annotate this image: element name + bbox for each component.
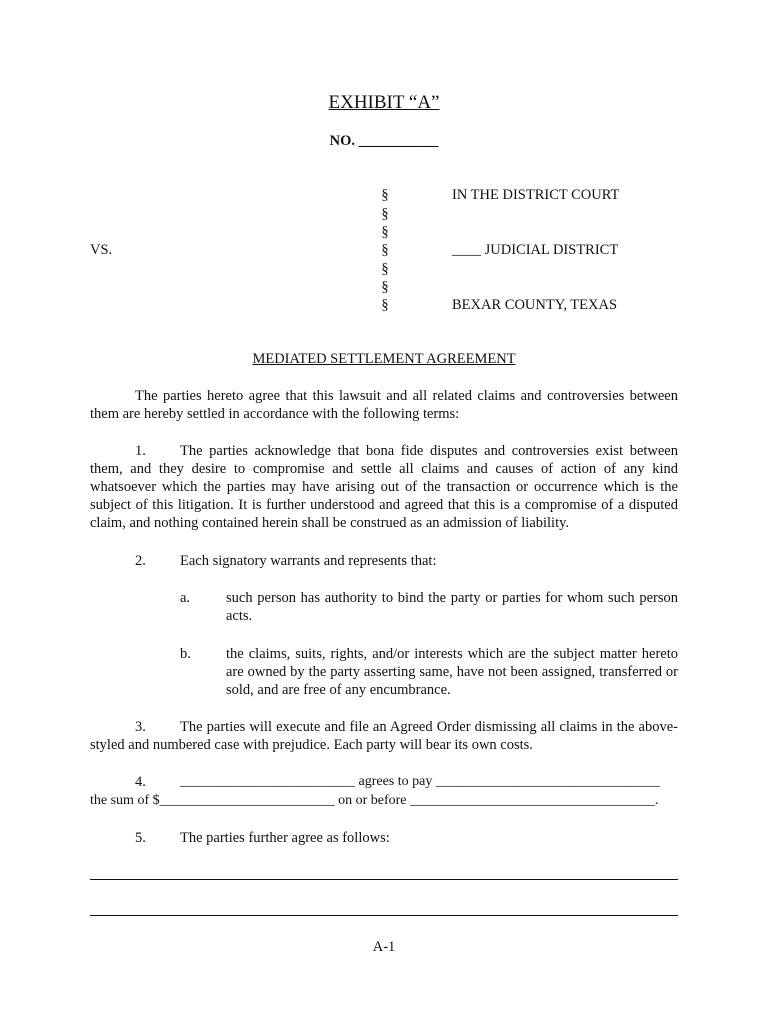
county-label: BEXAR COUNTY, TEXAS	[452, 297, 618, 313]
judicial-district-label: ____ JUDICIAL DISTRICT	[452, 242, 619, 258]
section-symbol: §	[381, 187, 389, 203]
intro-paragraph: The parties hereto agree that this lawsuit and all related claims and controversies between them are hereby settled in accordance with the following terms:	[90, 388, 678, 422]
sub-item-b-text: the claims, suits, rights, and/or interests which are the subject matter hereto are owned by the party asserting same, have not been assigned, transferred or sold, and are free of any encumbrance.	[226, 646, 678, 698]
versus-label: VS.	[90, 242, 113, 258]
paragraph-3-text: The parties will execute and file an Agreed Order dismissing all claims in the above-styled and numbered case with prejudice. Each party will bear its own costs.	[90, 719, 678, 753]
exhibit-title: EXHIBIT “A”	[328, 92, 440, 113]
section-symbol: §	[381, 242, 389, 258]
section-symbol: §	[381, 261, 389, 277]
sub-item-letter: a.	[180, 590, 191, 606]
section-symbol: §	[381, 224, 389, 240]
court-label: IN THE DISTRICT COURT	[452, 187, 620, 203]
paragraph-number: 3.	[135, 719, 146, 735]
paragraph-number: 5.	[135, 830, 146, 846]
sub-item-letter: b.	[180, 646, 191, 662]
paragraph-number: 2.	[135, 553, 146, 569]
case-number-label: NO. ___________	[329, 133, 439, 149]
paragraph-number: 4.	[135, 774, 146, 790]
paragraph-5-text: The parties further agree as follows:	[180, 830, 390, 846]
blank-fill-line	[90, 915, 678, 916]
payment-line-2: the sum of $_________________________ on or before ___________________________________.	[90, 793, 659, 808]
agreement-heading: MEDIATED SETTLEMENT AGREEMENT	[252, 351, 516, 367]
paragraph-2-text: Each signatory warrants and represents that:	[180, 553, 437, 569]
blank-fill-line	[90, 879, 678, 880]
section-symbol: §	[381, 206, 389, 222]
paragraph-number: 1.	[135, 443, 146, 459]
payment-line-1: _________________________ agrees to pay ________________________________	[180, 774, 660, 789]
sub-item-a-text: such person has authority to bind the party or parties for whom such person acts.	[226, 590, 678, 624]
section-symbol: §	[381, 297, 389, 313]
paragraph-1-text: The parties acknowledge that bona fide disputes and controversies exist between them, and they desire to compromise and settle all claims and causes of action of any kind whatsoever which the parties may have arising out of the transaction or occurrence which is the subject of this litigation. It is further understood and agreed that this is a compromise of a disputed claim, and nothing contained herein shall be construed as an admission of liability.	[90, 443, 678, 531]
section-symbol: §	[381, 279, 389, 295]
page-number: A-1	[372, 939, 396, 955]
